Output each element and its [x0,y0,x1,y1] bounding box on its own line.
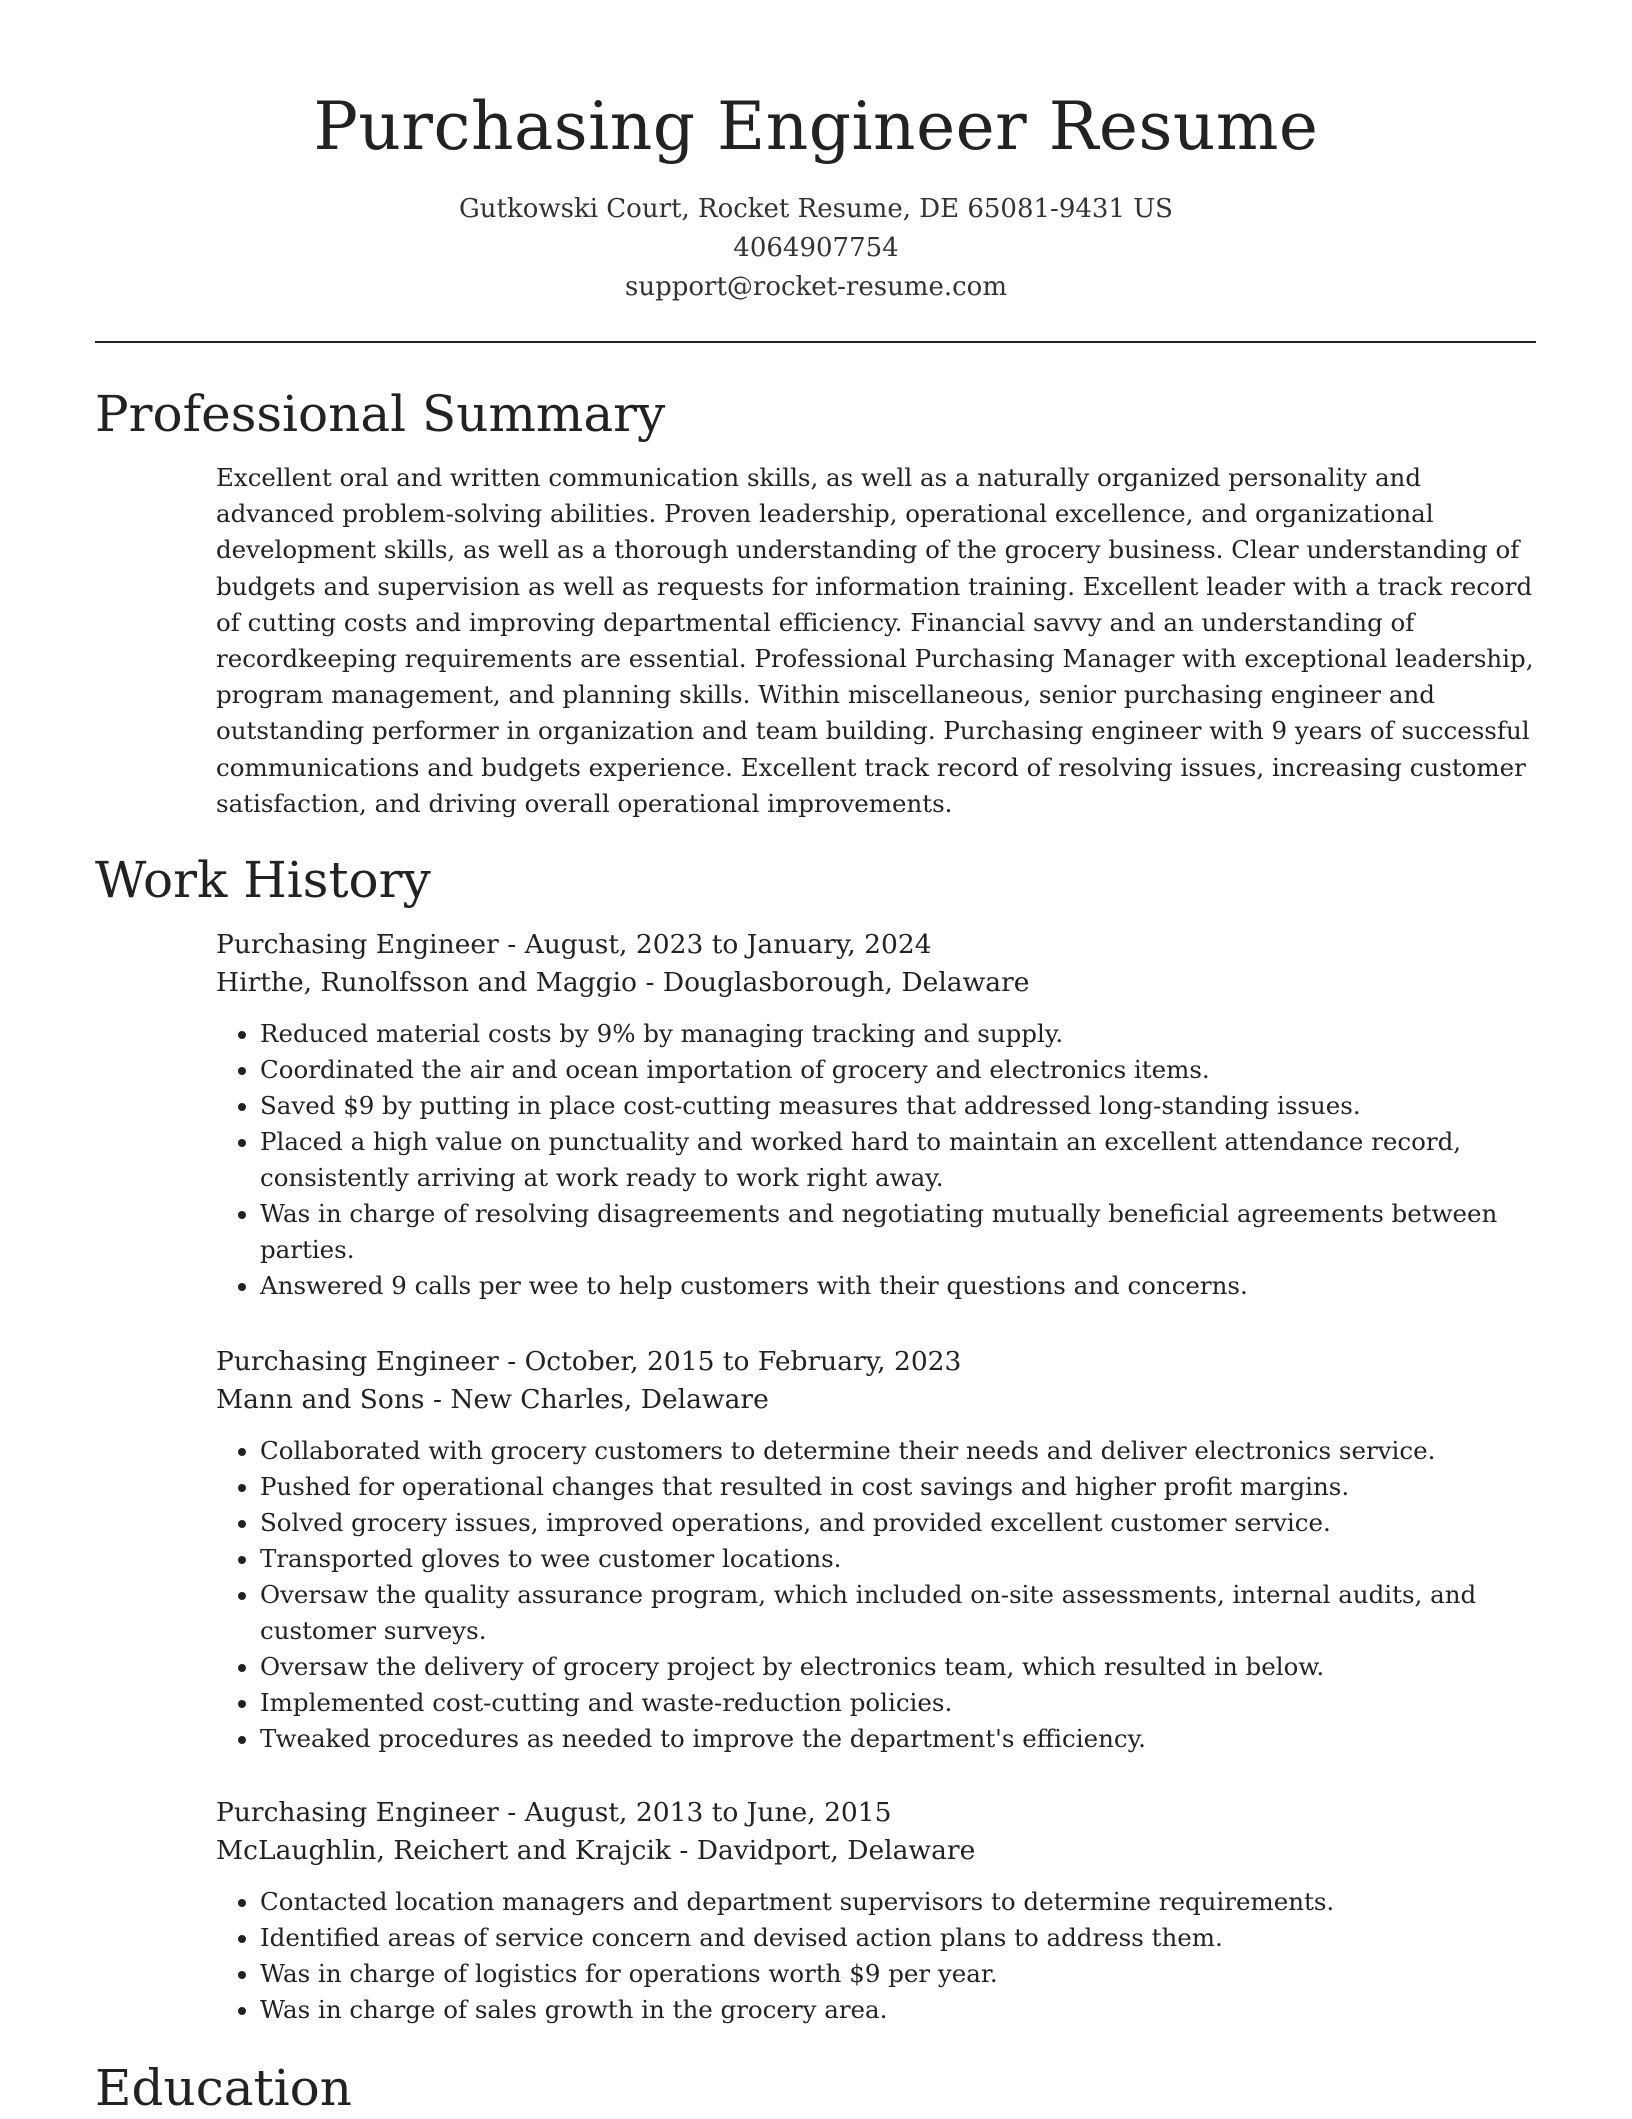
list-item: • Was in charge of logistics for operations worth $9 per year. [260,1956,1538,1992]
list-item: • Reduced material costs by 9% by managing tracking and supply. [260,1016,1538,1052]
list-item: • Was in charge of sales growth in the grocery area. [260,1992,1538,2028]
job-dates: - October, 2015 to February, 2023 [498,1346,962,1377]
job-dates: - August, 2013 to June, 2015 [498,1797,892,1828]
list-item: • Coordinated the air and ocean importation of grocery and electronics items. [260,1052,1538,1088]
job-bullets [216,1016,1538,1304]
job-entry-2 [216,1343,1538,1757]
job-location: - Douglasborough, Delaware [637,967,1030,998]
job-location: - New Charles, Delaware [424,1384,769,1415]
job-company-line [216,964,1538,1002]
contact-block [0,190,1632,307]
job-title-line [216,926,1538,964]
job-title-line [216,1794,1538,1832]
list-item: • Implemented cost-cutting and waste-reduction policies. [260,1685,1538,1721]
list-item: • Solved grocery issues, improved operations, and provided excellent customer service. [260,1505,1538,1541]
resume-title: Purchasing Engineer Resume [313,88,1319,165]
job-title-line [216,1343,1538,1381]
job-title: Purchasing Engineer [216,1346,499,1377]
list-item: • Collaborated with grocery customers to determine their needs and deliver electronics service. [260,1433,1538,1469]
contact-address: Gutkowski Court, Rocket Resume, DE 65081-9431 US [458,194,1173,224]
education-heading: Education [95,2059,352,2117]
list-item: • Contacted location managers and department supervisors to determine requirements. [260,1884,1538,1920]
job-company: Mann and Sons [216,1384,425,1415]
job-company-line [216,1381,1538,1419]
job-title: Purchasing Engineer [216,1797,499,1828]
list-item: • Answered 9 calls per wee to help customers with their questions and concerns. [260,1268,1538,1304]
job-bullets [216,1884,1538,2028]
contact-email: support@rocket-resume.com [624,272,1007,302]
work-history-heading: Work History [95,851,431,909]
list-item: • Saved $9 by putting in place cost-cutting measures that addressed long-standing issues. [260,1088,1538,1124]
summary-section [216,460,1538,822]
list-item: • Transported gloves to wee customer locations. [260,1541,1538,1577]
job-company: McLaughlin, Reichert and Krajcik [216,1835,671,1866]
job-company: Hirthe, Runolfsson and Maggio [216,967,638,998]
job-company-line [216,1832,1538,1870]
list-item: • Oversaw the quality assurance program, which included on-site assessments, internal audits, and customer surveys. [260,1577,1538,1649]
list-item: • Oversaw the delivery of grocery project by electronics team, which resulted in below. [260,1649,1538,1685]
job-title: Purchasing Engineer [216,929,499,960]
resume-header [0,0,1632,307]
summary-heading: Professional Summary [95,385,666,443]
job-location: - Davidport, Delaware [670,1835,976,1866]
list-item: • Tweaked procedures as needed to improve the department's efficiency. [260,1721,1538,1757]
list-item: • Placed a high value on punctuality and worked hard to maintain an excellent attendance record, consistently arriving at work ready to work right away. [260,1124,1538,1196]
job-entry-1 [216,926,1538,1304]
job-dates: - August, 2023 to January, 2024 [498,929,932,960]
list-item: • Pushed for operational changes that resulted in cost savings and higher profit margins. [260,1469,1538,1505]
list-item: • Identified areas of service concern and devised action plans to address them. [260,1920,1538,1956]
list-item: • Was in charge of resolving disagreements and negotiating mutually beneficial agreements between parties. [260,1196,1538,1268]
summary-text: Excellent oral and written communication skills, as well as a naturally organized personality and advanced problem-solving abilities. Proven leadership, operational excellence, and organizational development skills, as well as a thorough understanding of the grocery business. Clear understanding of budgets and supervision as well as requests for information training. Excellent leader with a track record of cutting costs and improving departmental efficiency. Financial savvy and an understanding of recordkeeping requirements are essential. Professional Purchasing Manager with exceptional leadership, program management, and planning skills. Within miscellaneous, senior purchasing engineer and outstanding performer in organization and team building. Purchasing engineer with 9 years of successful communications and budgets experience. Excellent track record of resolving issues, increasing customer satisfaction, and driving overall operational improvements. [216,463,1534,818]
header-divider [95,341,1536,343]
contact-phone: 4064907754 [733,233,899,263]
job-bullets [216,1433,1538,1757]
job-entry-3 [216,1794,1538,2028]
